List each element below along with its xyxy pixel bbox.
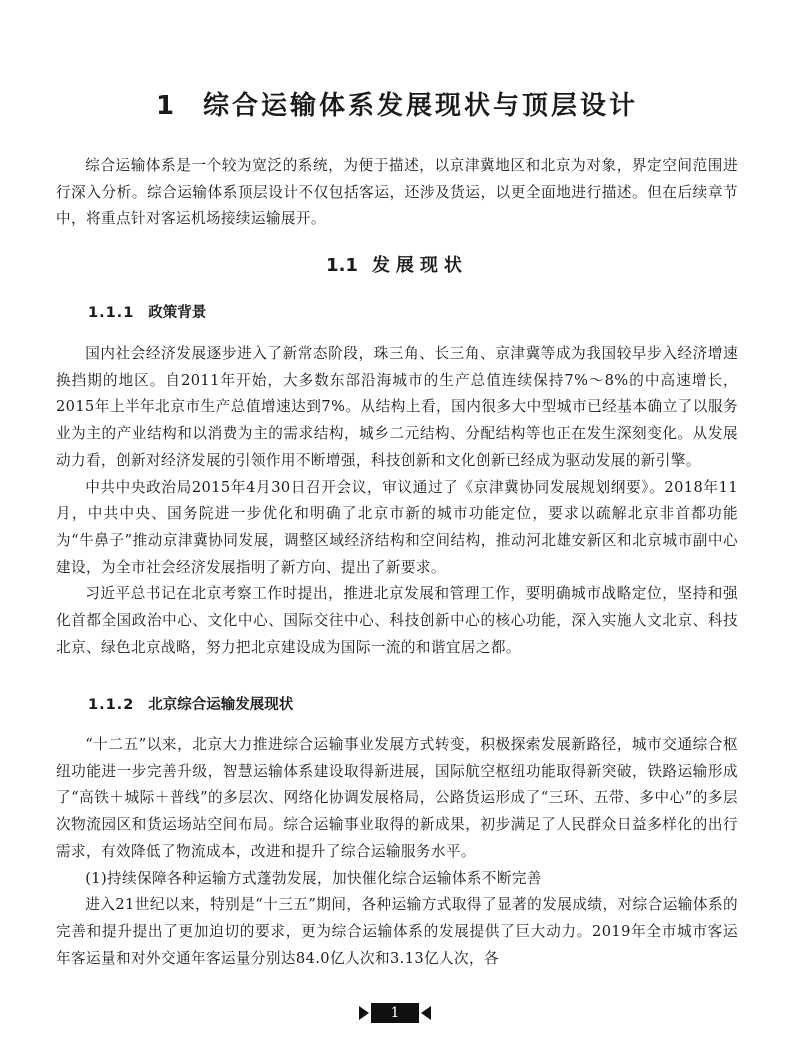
page-number-badge xyxy=(359,1003,431,1023)
paragraph: 习近平总书记在北京考察工作时提出，推进北京发展和管理工作，要明确城市战略定位，坚持和强化首都全国政治中心、文化中心、国际交往中心、科技创新中心的核心功能，深入实施人文北京、科技北京、绿色北京战略，努力把北京建设成为国际一流的和谐宜居之都。 xyxy=(56,585,738,656)
section-title-text: 发展现状 xyxy=(371,255,468,276)
paragraph: “十二五”以来，北京大力推进综合运输事业发展方式转变，积极探索发展新路径，城市交通综合枢纽功能进一步完善升级，智慧运输体系建设取得新进展，国际航空枢纽功能取得新突破，铁路运输形成了“高铁＋城际＋普线”的多层次、网络化协调发展格局，公路货运形成了“三环、五带、多中心”的多层次物流园区和货运场站空间布局。综合运输事业取得的新成果，初步满足了人民群众日益多样化的出行需求，有效降低了物流成本，改进和提升了综合运输服务水平。 xyxy=(56,736,738,860)
paragraph: 中共中央政治局2015年4月30日召开会议，审议通过了《京津冀协同发展规划纲要》。2018年11月，中共中央、国务院进一步优化和明确了北京市新的城市功能定位，要求以疏解北京非首都功能为“牛鼻子”推动京津冀协同发展，调整区域经济结构和空间结构，推动河北雄安新区和北京城市副中心建设，为全市社会经济发展指明了新方向、提出了新要求。 xyxy=(56,478,738,576)
section-title xyxy=(56,253,738,279)
paragraph: (1)持续保障各种运输方式蓬勃发展，加快催化综合运输体系不断完善 xyxy=(85,869,542,887)
section-number: 1.1 xyxy=(326,255,358,276)
subsection-title-text-2: 北京综合运输发展现状 xyxy=(148,697,294,713)
subsection-body-2 xyxy=(56,732,738,972)
subsection-title-1 xyxy=(88,302,206,324)
chapter-title xyxy=(56,88,738,124)
chapter-title-text: 综合运输体系发展现状与顶层设计 xyxy=(203,91,639,121)
right-triangle-icon xyxy=(359,1006,369,1020)
subsection-number-1: 1.1.1 xyxy=(88,305,135,321)
intro-block xyxy=(56,153,738,233)
subsection-title-text-1: 政策背景 xyxy=(148,305,207,321)
paragraph: 进入21世纪以来，特别是“十三五”期间，各种运输方式取得了显著的发展成绩，对综合运输体系的完善和提升提出了更加迫切的要求，更为综合运输体系的发展提供了巨大动力。2019年全市城市客运年客运量和对外交通年客运量分别达84.0亿人次和3.13亿人次，各 xyxy=(56,896,738,967)
subsection-number-2: 1.1.2 xyxy=(88,697,135,713)
intro-paragraph: 综合运输体系是一个较为宽泛的系统，为便于描述，以京津冀地区和北京为对象，界定空间范围进行深入分析。综合运输体系顶层设计不仅包括客运，还涉及货运，以更全面地进行描述。但在后续章节中，将重点针对客运机场接续运输展开。 xyxy=(56,157,738,228)
page-number: 1 xyxy=(371,1003,419,1023)
left-triangle-icon xyxy=(421,1006,431,1020)
paragraph: 国内社会经济发展逐步进入了新常态阶段，珠三角、长三角、京津冀等成为我国较早步入经济增速换挡期的地区。自2011年开始，大多数东部沿海城市的生产总值连续保持7%～8%的中高速增长，2015年上半年北京市生产总值增速达到7%。从结构上看，国内很多大中型城市已经基本确立了以服务业为主的产业结构和以消费为主的需求结构，城乡二元结构、分配结构等也正在发生深刻变化。从发展动力看，创新对经济发展的引领作用不断增强，科技创新和文化创新已经成为驱动发展的新引擎。 xyxy=(56,345,738,469)
subsection-body-1 xyxy=(56,341,738,661)
subsection-title-2 xyxy=(88,694,293,716)
page-footer xyxy=(0,1000,790,1026)
chapter-number: 1 xyxy=(155,91,178,121)
